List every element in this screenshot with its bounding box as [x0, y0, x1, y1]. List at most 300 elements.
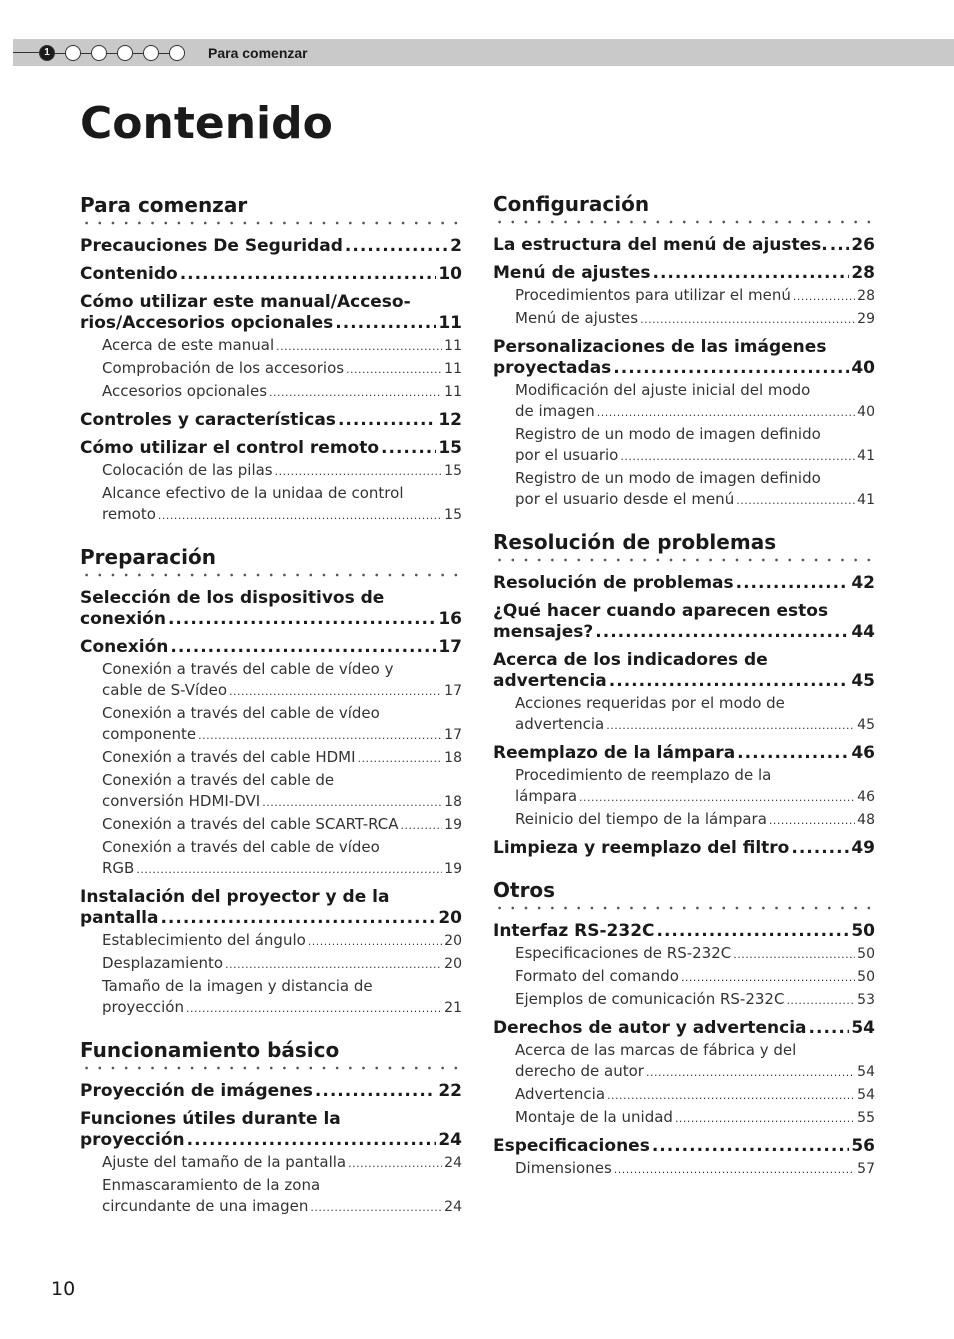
toc-subentry-text: Ajuste del tamaño de la pantalla [102, 1153, 347, 1171]
dot-leader [614, 1159, 855, 1180]
toc-subentry-page: 53 [857, 992, 875, 1008]
toc-subentry[interactable] [102, 381, 462, 403]
toc-subentry-page: 21 [444, 1000, 462, 1016]
toc-subentry-text: Advertencia [515, 1085, 606, 1103]
toc-subentry-page: 18 [444, 794, 462, 810]
toc-subentry-page: 50 [857, 969, 875, 985]
dot-leader [338, 410, 436, 431]
dot-leader [606, 715, 855, 736]
toc-subentry-text: circundante de una imagen [102, 1197, 309, 1215]
toc-entry-page: 12 [438, 410, 462, 430]
toc-subentry-page: 46 [857, 789, 875, 805]
toc-entry[interactable] [80, 637, 462, 658]
toc-subentry-page: 24 [444, 1199, 462, 1215]
toc-subentry-page: 19 [444, 817, 462, 833]
toc-entry-text: proyección [80, 1130, 185, 1150]
toc-subentry[interactable] [102, 953, 462, 975]
toc-subentry[interactable] [102, 976, 462, 1019]
dot-leader [198, 725, 442, 746]
dot-leader [262, 792, 442, 813]
toc-entry-text: Controles y características [80, 410, 336, 430]
page-number: 10 [51, 1278, 76, 1300]
toc-column-left [80, 192, 462, 1218]
toc-subentry[interactable] [515, 1040, 875, 1083]
toc-entry-line [493, 1136, 875, 1157]
dot-leader [358, 748, 443, 769]
toc-subentry-text: Alcance efectivo de la unidaa de control [102, 484, 404, 502]
toc-entry-text: proyectadas [493, 358, 612, 378]
dot-leader [275, 461, 443, 482]
toc-subentry-page: 41 [857, 492, 875, 508]
chapter-circle [169, 45, 185, 61]
toc-entry-line [80, 887, 462, 908]
dot-leader [229, 681, 442, 702]
toc-subentry-line [515, 1061, 875, 1083]
dot-leader [830, 235, 850, 256]
header-rule [13, 52, 39, 53]
toc-subentry-text: de imagen [515, 402, 595, 420]
toc-entry-text: Especificaciones [493, 1136, 650, 1156]
toc-section-title: Configuración [493, 192, 650, 216]
toc-entry-page: 49 [851, 838, 875, 858]
toc-entry[interactable] [80, 588, 462, 630]
toc-subentry-line [102, 659, 462, 680]
toc-subentry-line [515, 693, 875, 714]
toc-subentry-page: 20 [444, 933, 462, 949]
toc-entry-page: 24 [438, 1130, 462, 1150]
dot-leader [607, 1085, 855, 1106]
dot-leader [180, 264, 437, 285]
toc-entry-text: Selección de los dispositivos de [80, 588, 385, 608]
toc-entry-page: 45 [851, 671, 875, 691]
toc-subentry-page: 15 [444, 463, 462, 479]
toc-subentry-line [102, 1152, 462, 1174]
toc-subentry[interactable] [515, 468, 875, 511]
toc-subentry[interactable] [102, 814, 462, 836]
dot-leader [809, 1018, 850, 1039]
toc-entry[interactable] [493, 263, 875, 284]
toc-subentry[interactable] [102, 770, 462, 813]
toc-entry-line [80, 236, 462, 257]
toc-entry-text: Instalación del proyector y de la [80, 887, 390, 907]
toc-subentry[interactable] [515, 693, 875, 736]
toc-subentry-line [102, 460, 462, 482]
toc-entry-line [80, 410, 462, 431]
toc-subentry-line [102, 976, 462, 997]
toc-entry-line [493, 263, 875, 284]
dot-leader [345, 236, 448, 257]
toc-subentry[interactable] [102, 659, 462, 702]
toc-subentry-line [515, 786, 875, 808]
toc-subentry-text: Modificación del ajuste inicial del modo [515, 381, 811, 399]
toc-entry[interactable] [80, 887, 462, 929]
toc-entry-page: 42 [851, 573, 875, 593]
toc-entry[interactable] [493, 650, 875, 692]
toc-entry-text: Interfaz RS-232C [493, 921, 655, 941]
toc-subentry-text: advertencia [515, 715, 605, 733]
dotted-divider [80, 221, 462, 225]
toc-subentry-line [515, 765, 875, 786]
toc-entry-page: 46 [851, 743, 875, 763]
toc-subentry-text: Enmascaramiento de la zona [102, 1176, 321, 1194]
toc-entry-page: 16 [438, 609, 462, 629]
toc-subentry-text: por el usuario [515, 446, 619, 464]
dot-leader [310, 1197, 442, 1218]
toc-subentry-page: 20 [444, 956, 462, 972]
dot-leader [401, 815, 443, 836]
toc-subentry-page: 24 [444, 1155, 462, 1171]
toc-entry-text: Reemplazo de la lámpara [493, 743, 736, 763]
toc-subentry-line [515, 1084, 875, 1106]
toc-subentry[interactable] [102, 837, 462, 880]
toc-subentry-line [102, 680, 462, 702]
toc-subentry-page: 17 [444, 683, 462, 699]
toc-section [80, 1037, 462, 1218]
toc-entry-page: 11 [438, 313, 462, 333]
toc-entry-text: Proyección de imágenes [80, 1081, 313, 1101]
toc-entry-line [80, 1130, 462, 1151]
toc-section [80, 192, 462, 526]
dot-leader [381, 438, 436, 459]
toc-section-title: Otros [493, 878, 556, 902]
dot-leader [186, 998, 442, 1019]
toc-subentry[interactable] [515, 285, 875, 307]
toc-entry-page: 2 [450, 236, 462, 256]
toc-subentry-line [102, 724, 462, 746]
toc-entry-line [80, 438, 462, 459]
toc-subentry-line [515, 424, 875, 445]
section-gap [80, 1019, 462, 1037]
toc-subentry-text: Menú de ajustes [515, 309, 639, 327]
toc-subentry-text: Acciones requeridas por el modo de [515, 694, 785, 712]
dot-leader [225, 954, 442, 975]
toc-entry-page: 54 [851, 1018, 875, 1038]
toc-entry-page: 15 [438, 438, 462, 458]
toc-subentry-page: 29 [857, 311, 875, 327]
toc-entry-page: 40 [851, 358, 875, 378]
toc-entry[interactable] [80, 438, 462, 459]
toc-subentry-page: 17 [444, 727, 462, 743]
toc-subentry-text: derecho de autor [515, 1062, 644, 1080]
toc-subentry-line [102, 1196, 462, 1218]
toc-subentry-text: Accesorios opcionales [102, 382, 268, 400]
toc-section [493, 191, 875, 511]
dot-leader [791, 838, 849, 859]
toc-subentry[interactable] [102, 703, 462, 746]
toc-section-title: Funcionamiento básico [80, 1038, 340, 1062]
toc-entry[interactable] [80, 1081, 462, 1102]
toc-subentry-line [102, 504, 462, 526]
toc-subentry-line [515, 285, 875, 307]
dot-leader [769, 810, 855, 831]
dot-leader [620, 446, 855, 467]
toc-entry-line [493, 1018, 875, 1039]
dot-leader [736, 573, 850, 594]
toc-entry-text: Acerca de los indicadores de [493, 650, 768, 670]
toc-subentry-page: 54 [857, 1087, 875, 1103]
toc-subentry[interactable] [102, 747, 462, 769]
toc-subentry-text: remoto [102, 505, 156, 523]
toc-section [493, 529, 875, 859]
toc-subentry-line [102, 747, 462, 769]
toc-subentry-text: Reinicio del tiempo de la lámpara [515, 810, 767, 828]
toc-subentry-line [102, 335, 462, 357]
dot-leader [646, 1062, 855, 1083]
toc-entry-text: Funciones útiles durante la [80, 1109, 341, 1129]
dot-leader [308, 931, 442, 952]
dot-leader [335, 313, 436, 334]
toc-entry-line [493, 650, 875, 671]
toc-subentry-text: Formato del comando [515, 967, 679, 985]
toc-subentry-page: 41 [857, 448, 875, 464]
toc-subentry-text: Tamaño de la imagen y distancia de [102, 977, 373, 995]
toc-subentry-text: Desplazamiento [102, 954, 224, 972]
toc-subentry-line [515, 1040, 875, 1061]
toc-subentry-line [102, 770, 462, 791]
toc-entry[interactable] [493, 235, 875, 256]
toc-subentry-text: cable de S-Vídeo [102, 681, 228, 699]
toc-subentry-text: proyección [102, 998, 184, 1016]
toc-entry[interactable] [80, 292, 462, 334]
toc-subentry-line [102, 381, 462, 403]
toc-entry[interactable] [493, 743, 875, 764]
dot-leader [657, 921, 850, 942]
toc-entry[interactable] [493, 1136, 875, 1157]
toc-entry-line [80, 609, 462, 630]
toc-entry-page: 20 [438, 908, 462, 928]
toc-entry-line [80, 588, 462, 609]
toc-subentry[interactable] [102, 930, 462, 952]
dot-leader [733, 944, 855, 965]
toc-subentry-text: Conexión a través del cable de vídeo y [102, 660, 394, 678]
dot-leader [597, 402, 855, 423]
toc-entry-page: 44 [851, 622, 875, 642]
toc-subentry-line [102, 1175, 462, 1196]
section-gap [493, 511, 875, 529]
toc-entry-line [493, 671, 875, 692]
dotted-divider [493, 906, 875, 910]
chapter-circle [91, 45, 107, 61]
toc-subentry-page: 19 [444, 861, 462, 877]
dot-leader [652, 1136, 850, 1157]
toc-subentry-text: Conexión a través del cable SCART-RCA [102, 815, 399, 833]
dot-leader [168, 609, 436, 630]
toc-subentry[interactable] [515, 943, 875, 965]
toc-entry[interactable] [80, 410, 462, 431]
toc-subentry-line [515, 468, 875, 489]
dot-leader [786, 990, 855, 1011]
toc-subentry-text: conversión HDMI-DVI [102, 792, 261, 810]
toc-subentry-page: 11 [444, 384, 462, 400]
dot-leader [346, 359, 442, 380]
toc-subentry-line [515, 809, 875, 831]
toc-entry-line [493, 573, 875, 594]
dot-leader [158, 505, 442, 526]
toc-subentry-text: componente [102, 725, 197, 743]
toc-subentry[interactable] [515, 989, 875, 1011]
toc-entry-line [493, 921, 875, 942]
toc-entry-line [80, 1081, 462, 1102]
toc-subentry[interactable] [102, 358, 462, 380]
toc-subentry-page: 15 [444, 507, 462, 523]
toc-entry-line [493, 337, 875, 358]
toc-entry-line [493, 235, 875, 256]
toc-subentry-text: por el usuario desde el menú [515, 490, 735, 508]
toc-entry[interactable] [80, 1109, 462, 1151]
toc-subentry-text: Conexión a través del cable HDMI [102, 748, 356, 766]
toc-subentry-page: 28 [857, 288, 875, 304]
dot-leader [640, 309, 855, 330]
toc-section-title: Preparación [80, 545, 216, 569]
toc-entry-text: Precauciones De Seguridad [80, 236, 343, 256]
toc-entry-text: Conexión [80, 637, 169, 657]
toc-subentry-line [515, 380, 875, 401]
toc-subentry-text: Conexión a través del cable de vídeo [102, 704, 380, 722]
toc-entry-text: La estructura del menú de ajustes. [493, 235, 828, 255]
toc-subentry-line [515, 989, 875, 1011]
toc-entry-text: mensajes? [493, 622, 594, 642]
toc-entry-page: 26 [851, 235, 875, 255]
toc-subentry[interactable] [102, 460, 462, 482]
toc-subentry-page: 55 [857, 1110, 875, 1126]
toc-entry-text: advertencia [493, 671, 607, 691]
toc-subentry[interactable] [515, 966, 875, 988]
toc-entry-text: Cómo utilizar el control remoto [80, 438, 380, 458]
toc-subentry-text: Montaje de la unidad [515, 1108, 673, 1126]
toc-entry-text: Personalizaciones de las imágenes [493, 337, 827, 357]
chapter-circle [117, 45, 133, 61]
toc-subentry-text: RGB [102, 859, 135, 877]
toc-entry[interactable] [493, 573, 875, 594]
toc-subentry-line [515, 401, 875, 423]
toc-subentry-line [102, 814, 462, 836]
toc-subentry-line [515, 943, 875, 965]
toc-subentry-line [102, 858, 462, 880]
toc-entry-page: 17 [438, 637, 462, 657]
toc-entry-line [493, 358, 875, 379]
toc-subentry-line [102, 997, 462, 1019]
dot-leader [276, 336, 442, 357]
toc-subentry-page: 50 [857, 946, 875, 962]
toc-entry-text: pantalla [80, 908, 159, 928]
dot-leader [160, 908, 436, 929]
toc-entry-line [80, 908, 462, 929]
toc-subentry-text: Establecimiento del ángulo [102, 931, 306, 949]
toc-section [80, 544, 462, 1019]
dot-leader [652, 263, 849, 284]
toc-entry[interactable] [493, 337, 875, 379]
toc-subentry[interactable] [102, 335, 462, 357]
toc-subentry-line [515, 308, 875, 330]
dot-leader [613, 358, 849, 379]
toc-entry-text: conexión [80, 609, 166, 629]
toc-subentry-text: Ejemplos de comunicación RS-232C [515, 990, 785, 1008]
toc-entry-line [80, 292, 462, 313]
toc-entry-text: Menú de ajustes [493, 263, 651, 283]
toc-entry-text: Derechos de autor y advertencia [493, 1018, 807, 1038]
toc-subentry[interactable] [515, 380, 875, 423]
toc-subentry-line [102, 791, 462, 813]
toc-entry[interactable] [493, 921, 875, 942]
toc-subentry[interactable] [102, 483, 462, 526]
toc-subentry[interactable] [515, 424, 875, 467]
toc-subentry-line [102, 358, 462, 380]
toc-entry[interactable] [493, 838, 875, 859]
toc-entry-text: Limpieza y reemplazo del filtro [493, 838, 790, 858]
toc-subentry-text: Dimensiones [515, 1159, 612, 1177]
dot-leader [269, 382, 442, 403]
toc-subentry-line [515, 1107, 875, 1129]
dotted-divider [493, 558, 875, 562]
dotted-divider [80, 1066, 462, 1070]
toc-subentry-text: Conexión a través del cable de [102, 771, 335, 789]
toc-entry-text: ¿Qué hacer cuando aparecen estos [493, 601, 829, 621]
toc-subentry-line [102, 483, 462, 504]
toc-entry[interactable] [80, 264, 462, 285]
dot-leader [675, 1108, 855, 1129]
dot-leader [579, 787, 855, 808]
dot-leader [348, 1153, 442, 1174]
dot-leader [315, 1081, 436, 1102]
toc-subentry[interactable] [515, 1084, 875, 1106]
toc-subentry-line [515, 489, 875, 511]
toc-entry-page: 10 [438, 264, 462, 284]
toc-column-right [493, 191, 875, 1180]
toc-entry-page: 28 [851, 263, 875, 283]
toc-entry-text: Contenido [80, 264, 178, 284]
dot-leader [736, 490, 855, 511]
toc-subentry-text: Procedimiento de reemplazo de la [515, 766, 772, 784]
chapter-circle [143, 45, 159, 61]
toc-subentry-page: 54 [857, 1064, 875, 1080]
toc-subentry-line [515, 445, 875, 467]
toc-section-title: Para comenzar [80, 193, 248, 217]
dotted-divider [80, 573, 462, 577]
toc-subentry[interactable] [102, 1175, 462, 1218]
toc-subentry-line [515, 714, 875, 736]
chapter-circle-active: 1 [39, 45, 55, 61]
toc-entry[interactable] [493, 1018, 875, 1039]
toc-entry-line [80, 313, 462, 334]
toc-subentry[interactable] [102, 1152, 462, 1174]
toc-subentry[interactable] [515, 809, 875, 831]
toc-subentry-text: Comprobación de los accesorios [102, 359, 345, 377]
toc-subentry-text: Registro de un modo de imagen definido [515, 469, 821, 487]
toc-entry[interactable] [493, 601, 875, 643]
toc-subentry-text: Procedimientos para utilizar el menú [515, 286, 791, 304]
toc-subentry[interactable] [515, 1107, 875, 1129]
dot-leader [609, 671, 850, 692]
toc-entry-line [493, 743, 875, 764]
toc-entry-page: 56 [851, 1136, 875, 1156]
header-section-label: Para comenzar [208, 45, 308, 61]
toc-entry-page: 22 [438, 1081, 462, 1101]
toc-subentry-line [102, 837, 462, 858]
toc-subentry[interactable] [515, 1158, 875, 1180]
toc-entry-line [493, 838, 875, 859]
toc-entry[interactable] [80, 236, 462, 257]
page-title: Contenido [80, 98, 333, 149]
toc-subentry-page: 57 [857, 1161, 875, 1177]
toc-subentry-line [102, 930, 462, 952]
chapter-indicator [39, 44, 185, 62]
chapter-circle [65, 45, 81, 61]
toc-subentry-text: lámpara [515, 787, 578, 805]
toc-entry-text: Cómo utilizar este manual/Acceso- [80, 292, 411, 312]
toc-subentry-page: 11 [444, 361, 462, 377]
toc-subentry[interactable] [515, 765, 875, 808]
toc-subentry[interactable] [515, 308, 875, 330]
